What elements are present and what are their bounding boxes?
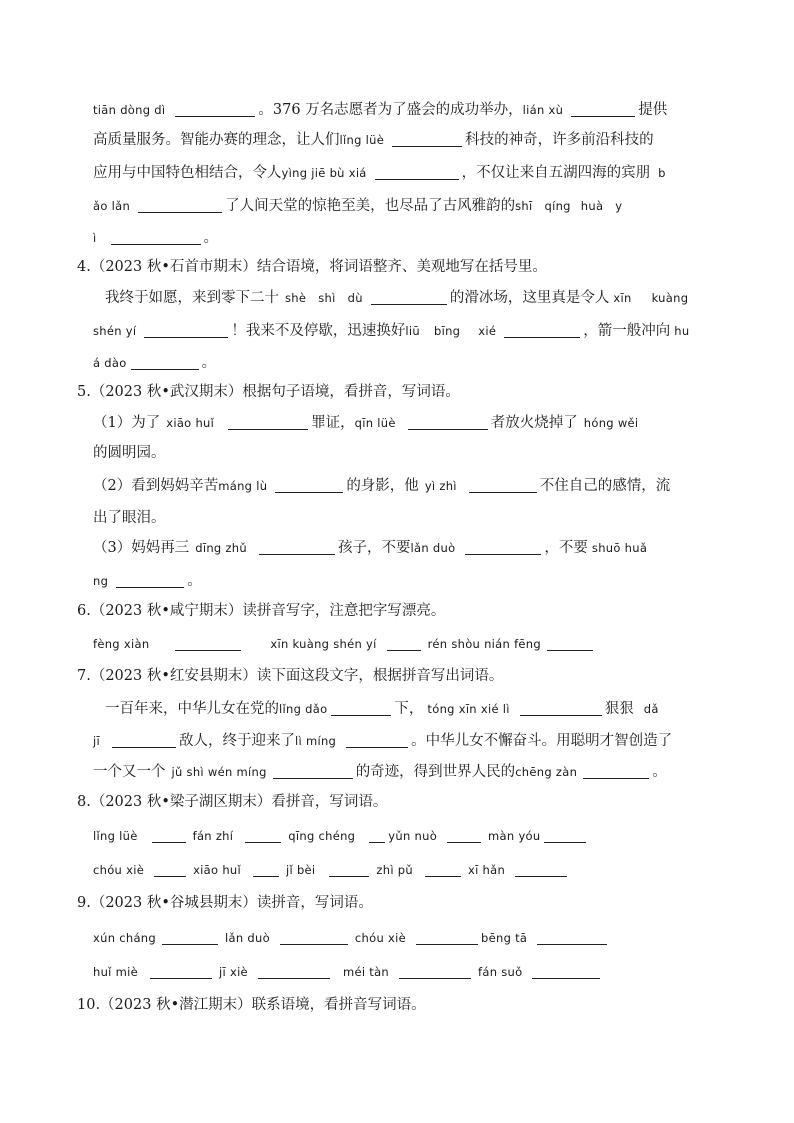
q4-line-2 [93,321,689,341]
pinyin: dù [347,291,363,305]
text: ，不仅让来自五湖四海的宾朋 [461,165,651,181]
q9-row-2 [93,962,603,982]
answer-blank[interactable] [399,964,471,979]
q5-sentence-3-cont [93,571,202,591]
text: 。 [652,764,667,780]
text: 孩子，不要 [338,540,411,556]
answer-blank[interactable] [259,540,335,555]
pinyin: xī hǎn [468,863,506,877]
pinyin: lǐng lüè [93,829,138,843]
pinyin: méi tàn [342,965,390,979]
pinyin: xún cháng [93,931,156,945]
pinyin: xié [478,324,497,338]
pinyin: lǎn duò [225,931,270,945]
pinyin: y [615,199,623,213]
answer-blank[interactable] [537,930,607,945]
text: 敌人，终于迎来了 [179,733,295,749]
text: ，箭一般冲向 [583,323,671,339]
question-4-title: 4.（2023 秋•石首市期末）结合语境，将词语整齐、美观地写在括号里。 [77,259,547,275]
answer-blank[interactable] [532,964,600,979]
answer-blank[interactable] [228,415,308,430]
pinyin: fèng xiàn [93,637,150,651]
question-9-title: 9.（2023 秋•谷城县期末）读拼音，写词语。 [77,895,373,911]
answer-blank[interactable] [152,828,186,843]
answer-blank[interactable] [111,230,201,245]
pinyin: kuàng [651,291,689,305]
pinyin: shén yí [93,324,137,338]
answer-blank[interactable] [425,862,461,877]
pinyin: máng lù [218,479,268,493]
answer-blank[interactable] [331,701,391,716]
q5-sentence-1-cont: 的圆明园。 [93,445,166,461]
pinyin: chēng zàn [515,765,578,779]
text: 科技的神奇，许多前沿科技的 [465,132,654,148]
pinyin: á dào [93,356,127,370]
pinyin: shī [515,199,533,213]
pinyin: jǐ bèi [286,863,316,877]
text: 。376 万名志愿者为了盛会的成功举办， [258,102,523,118]
text: 一个又一个 [93,764,166,780]
answer-blank[interactable] [369,828,385,843]
pinyin: hóng wěi [583,416,639,430]
q5-sentence-2-cont: 出了眼泪。 [93,510,166,526]
pinyin: lǎn duò [410,541,456,555]
intro-line-4 [93,196,622,216]
pinyin: huǐ miè [93,965,139,979]
answer-blank[interactable] [515,862,567,877]
text: 的身影，他 [346,478,419,494]
pinyin: màn yóu [488,829,541,843]
text: 。中华儿女不懈奋斗。用聪明才智创造了 [411,733,673,749]
answer-blank[interactable] [416,930,478,945]
answer-blank[interactable] [258,964,330,979]
answer-blank[interactable] [346,733,408,748]
q4-line-1 [105,288,688,308]
pinyin: shì [318,291,336,305]
text: 下， [394,701,424,717]
answer-blank[interactable] [280,930,348,945]
answer-blank[interactable] [392,132,462,147]
text: 。 [201,355,217,371]
answer-blank[interactable] [504,323,580,338]
pinyin: lì míng [295,734,337,748]
q7-line-2 [93,731,672,751]
text: 高质量服务。智能办赛的理念，让人们 [93,132,340,148]
pinyin: jī [93,734,100,748]
pinyin: tiān dòng dì [93,103,166,117]
answer-blank[interactable] [329,862,369,877]
text: 一百年来，中华儿女在党的 [105,701,279,717]
answer-blank[interactable] [571,102,635,117]
pinyin: b [658,166,666,180]
text: ，不要 [544,540,588,556]
q8-row-1 [93,826,589,846]
pinyin: bēng tā [481,931,528,945]
pinyin: shuō huǎ [591,541,648,555]
pinyin: yǔn nuò [388,829,438,843]
text: 应用与中国特色相结合，令人 [93,165,282,181]
answer-blank[interactable] [116,573,184,588]
pinyin: ì [93,231,97,245]
text: 了人间天堂的惊艳至美，也尽品了古风雅韵的 [225,198,516,214]
answer-blank[interactable] [544,828,586,843]
answer-blank[interactable] [408,415,488,430]
text: 者放火烧掉了 [490,415,578,431]
q9-row-1 [93,928,610,948]
pinyin: chóu xiè [354,931,406,945]
text: （3）妈妈再三 [93,540,190,556]
answer-blank[interactable] [131,355,199,370]
text: ！我来不及停歇，迅速换好 [231,323,406,339]
answer-blank[interactable] [447,828,481,843]
question-8-title: 8.（2023 秋•梁子湖区期末）看拼音，写词语。 [77,794,388,810]
answer-blank[interactable] [273,764,353,779]
pinyin: jǔ shì wén míng [171,765,267,779]
pinyin: bīng [434,324,461,338]
text: 我终于如愿，来到零下二十 [105,290,279,306]
pinyin: xīn [613,291,632,305]
q5-sentence-3 [93,538,647,558]
q7-line-3 [93,762,667,782]
intro-line-2 [93,130,654,150]
answer-blank[interactable] [465,540,541,555]
pinyin: hu [674,324,690,338]
pinyin: ǎo lǎn [93,199,131,213]
text: （2）看到妈妈辛苦 [93,478,219,494]
pinyin: fán suǒ [478,965,523,979]
pinyin: huà [580,199,604,213]
text: 的奇迹，得到世界人民的 [355,764,516,780]
answer-blank[interactable] [520,701,602,716]
intro-line-3 [93,163,666,183]
text: 提供 [638,102,668,118]
answer-blank[interactable] [583,764,649,779]
answer-blank[interactable] [150,964,212,979]
pinyin: qīng chéng [288,829,356,843]
pinyin: zhì pǔ [376,863,413,877]
answer-blank[interactable] [162,930,218,945]
text: 。 [203,230,218,246]
text: 狠狠 [604,701,634,717]
answer-blank[interactable] [469,478,537,493]
pinyin: jī xiè [219,965,248,979]
answer-blank[interactable] [547,636,593,651]
question-10-title: 10.（2023 秋•潜江期末）联系语境，看拼音写词语。 [77,997,426,1013]
pinyin: qīn lüè [354,416,396,430]
answer-blank[interactable] [387,636,421,651]
answer-blank[interactable] [138,198,222,213]
pinyin: ng [93,574,109,588]
answer-blank[interactable] [253,862,279,877]
answer-blank[interactable] [175,102,255,117]
pinyin: dǎ [643,702,659,716]
answer-blank[interactable] [144,323,228,338]
answer-blank[interactable] [175,636,241,651]
pinyin: xiāo huǐ [193,863,241,877]
answer-blank[interactable] [112,733,176,748]
q5-sentence-1 [93,413,638,433]
q7-line-1 [105,699,659,719]
pinyin: xīn kuàng shén yí [270,637,377,651]
pinyin: rén shòu nián fēng [427,637,541,651]
pinyin: lǐng dǎo [279,702,328,716]
pinyin: lián xù [522,103,564,117]
text: 。 [187,573,202,589]
pinyin: yìng jiē bù xiá [281,166,367,180]
answer-blank[interactable] [375,165,459,180]
pinyin: chóu xiè [93,863,145,877]
text: 不住自己的感情，流 [539,478,671,494]
text: 的滑冰场，这里真是令人 [449,290,610,306]
pinyin: lǐng lüè [339,133,385,147]
pinyin: qíng [544,199,571,213]
q4-line-3 [93,353,216,373]
answer-blank[interactable] [275,478,343,493]
pinyin: yì zhì [424,479,457,493]
pinyin: fán zhí [192,829,234,843]
intro-line-1 [93,100,667,120]
pinyin: liū [405,324,420,338]
text: 罪证， [311,415,355,431]
pinyin: dīng zhǔ [195,541,247,555]
question-7-title: 7.（2023 秋•红安县期末）读下面这段文字，根据拼音写出词语。 [77,668,504,684]
intro-line-5 [93,228,218,248]
answer-blank[interactable] [245,828,281,843]
pinyin: tóng xīn xié lì [427,702,510,716]
q8-row-2 [93,860,570,880]
pinyin: xiāo huǐ [166,416,215,430]
answer-blank[interactable] [154,862,186,877]
question-5-title: 5.（2023 秋•武汉期末）根据句子语境，看拼音，写词语。 [77,384,460,400]
pinyin: shè [285,291,307,305]
answer-blank[interactable] [371,290,447,305]
q5-sentence-2 [93,476,670,496]
q6-row [93,634,596,654]
question-6-title: 6.（2023 秋•咸宁期末）读拼音写字，注意把字写漂亮。 [77,603,446,619]
text: （1）为了 [93,415,161,431]
